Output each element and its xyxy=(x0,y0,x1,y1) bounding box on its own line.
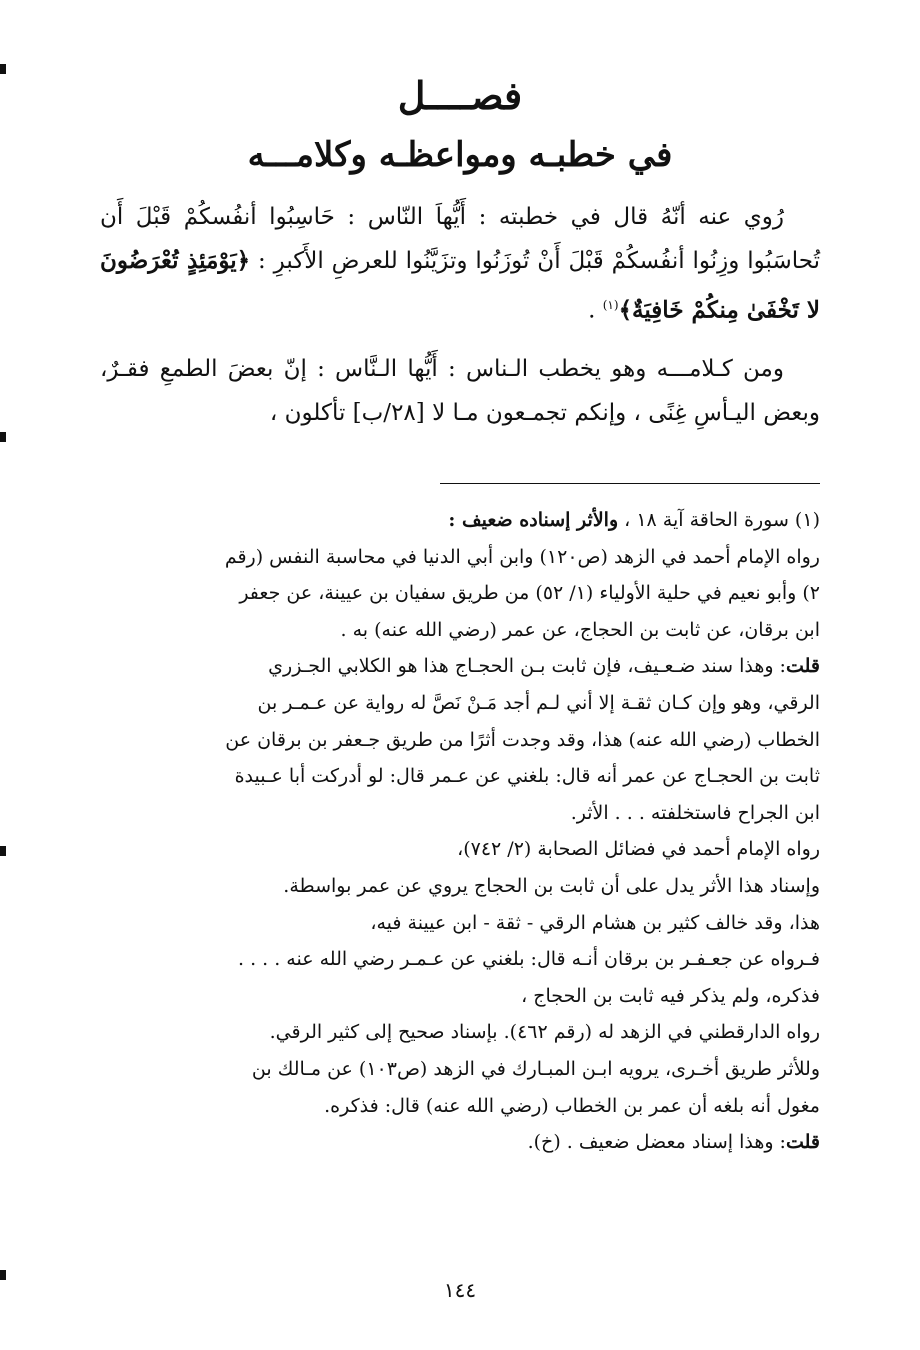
footnote-line xyxy=(100,1051,820,1088)
paragraph-1 xyxy=(100,195,820,333)
paragraph-1-text: رُوي عنه أنّهُ قال في خطبته : أَيُّهاَ النّاس : حَاسِبُوا أنفُسكُمْ قَبْلَ أَن تُحاسَبُوا وزِنُوا أنفُسكُمْ قَبْلَ أَنْ تُوزَنُوا وتزَيَّنُوا للعرضِ الأَكبرِ : xyxy=(100,204,820,274)
footnotes xyxy=(100,502,820,1161)
quran-verse: ﴿يَوْمَئِذٍ تُعْرَضُونَ لا تَخْفَىٰ مِنكُمْ خَافِيَةٌ﴾ xyxy=(100,247,820,324)
footnote-text: رواه الدارقطني في الزهد له (رقم ٤٦٢). بإسناد صحيح إلى كثير الرقي. xyxy=(269,1021,820,1044)
section-subtitle: في خطبـه ومواعظـه وكلامـــه xyxy=(247,135,673,175)
footnote-line xyxy=(100,1014,820,1051)
footnote-reference: (١) xyxy=(602,298,619,312)
footnote-text: ٢) وأبو نعيم في حلية الأولياء (١/ ٥٢) من طريق سفيان بن عيينة، عن جعفر xyxy=(239,582,820,605)
footnote-line xyxy=(100,502,820,539)
footnote-line xyxy=(100,941,820,978)
footnote-text: وللأثر طريق أخـرى، يرويه ابـن المبـارك في الزهد (ص١٠٣) عن مـالك بن xyxy=(251,1057,820,1080)
paragraph-1-end: . xyxy=(588,297,603,324)
footnote-line xyxy=(100,722,820,759)
margin-mark xyxy=(0,432,6,442)
footnote-line xyxy=(100,1088,820,1125)
footnote-text: فـرواه عن جعـفـر بن برقان أنـه قال: بلغني عن عـمـر رضي الله عنه . . . . xyxy=(237,948,820,971)
footnote-text: الخطاب (رضي الله عنه) هذا، وقد وجدت أثرًا من طريق جـعفر بن برقان عن xyxy=(225,728,820,751)
footnote-separator xyxy=(440,483,820,484)
footnote-line xyxy=(100,685,820,722)
footnote-text: ابن برقان، عن ثابت بن الحجاج، عن عمر (رضي الله عنه) به . xyxy=(340,618,820,641)
footnote-text: (١) سورة الحاقة آية ١٨ ، xyxy=(618,509,820,531)
footnote-line xyxy=(100,868,820,905)
margin-mark xyxy=(0,846,6,856)
footnote-text: ابن الجراح فاستخلفته . . . الأثر. xyxy=(570,801,820,824)
footnote-text: رواه الإمام أحمد في فضائل الصحابة (٢/ ٧٤٢)، xyxy=(457,838,820,861)
paragraph-2: ومن كـلامـــه وهو يخطب الـناس : أَيُّها الـنَّاس : إنّ بعضَ الطمعِ فقـرٌ، وبعض اليـأسِ غِنًى ، وإنكم تجمـعون مـا لا [٢٨/ب] تأكلون ، xyxy=(100,355,820,426)
footnote-line xyxy=(100,539,820,576)
footnote-line xyxy=(100,905,820,942)
footnote-text: الرقي، وهو وإن كـان ثقـة إلا أني لـم أجد مَـنْ نَصَّ له رواية عن عـمـر بن xyxy=(257,691,820,714)
footnote-text: مغول أنه بلغه أن عمر بن الخطاب (رضي الله عنه) قال: فذكره. xyxy=(324,1094,820,1117)
main-text xyxy=(100,195,820,435)
footnote-text: وإسناد هذا الأثر يدل على أن ثابت بن الحجاج يروي عن عمر بواسطة. xyxy=(283,874,820,897)
footnote-line xyxy=(100,575,820,612)
footnote-text: ثابت بن الحجـاج عن عمر أنه قال: بلغني عن عـمر قال: لو أدركت أبا عـبيدة xyxy=(234,765,820,788)
footnote-text: هذا، وقد خالف كثير بن هشام الرقي - ثقة - ابن عيينة فيه، xyxy=(370,911,820,934)
footnote-text: : وهذا سند ضـعـيف، فإن ثابت بـن الحجـاج هذا هو الكلابي الجـزري xyxy=(268,655,786,678)
footnote-line xyxy=(100,978,820,1015)
footnote-text: : وهذا إسناد معضل ضعيف . (خ). xyxy=(527,1131,786,1154)
margin-mark xyxy=(0,1270,6,1280)
footnote-text: فذكره، ولم يذكر فيه ثابت بن الحجاج ، xyxy=(521,984,820,1007)
footnote-bold-label: قلت xyxy=(785,1131,820,1154)
page-number: ١٤٤ xyxy=(443,1278,477,1302)
section-title: فصــــل xyxy=(397,73,523,118)
footnote-line xyxy=(100,795,820,832)
footnote-line xyxy=(100,758,820,795)
footnote-text: رواه الإمام أحمد في الزهد (ص١٢٠) وابن أبي الدنيا في محاسبة النفس (رقم xyxy=(224,545,820,568)
footnote-line xyxy=(100,1124,820,1161)
margin-mark xyxy=(0,64,6,74)
footnote-line xyxy=(100,648,820,685)
footnote-line xyxy=(100,612,820,649)
footnote-bold-label: قلت xyxy=(785,655,820,678)
footnote-bold-label: والأثر إسناده ضعيف : xyxy=(448,509,619,531)
footnote-line xyxy=(100,831,820,868)
